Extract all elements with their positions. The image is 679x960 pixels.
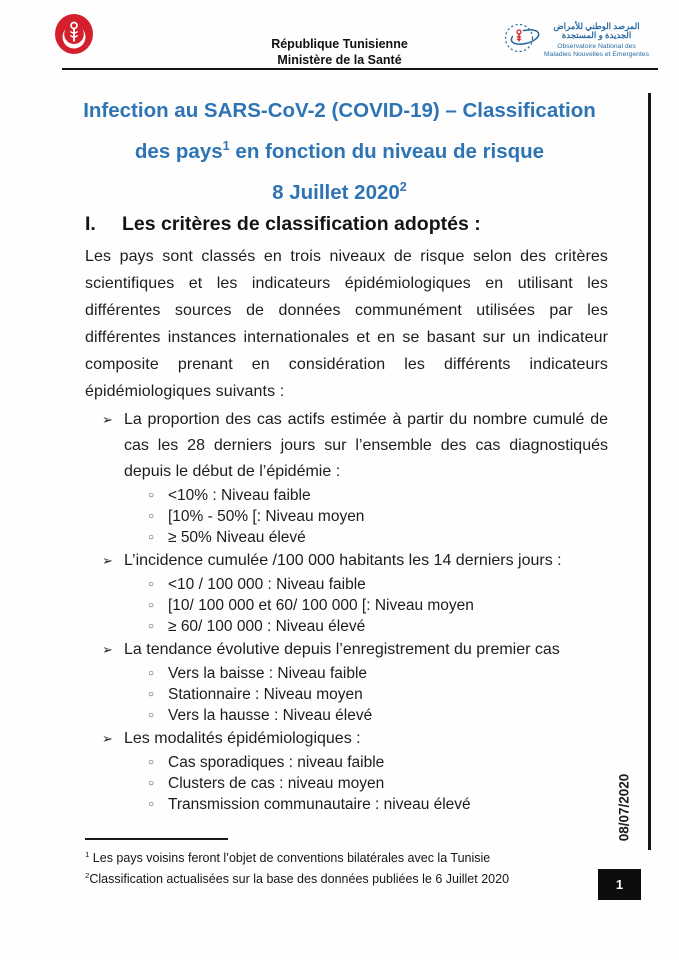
criterion-text: L’incidence cumulée /100 000 habitants les 14 derniers jours :	[124, 552, 562, 569]
footnote-1: $^1$ Les pays voisins feront l’objet de conventions bilatérales avec la Tunisie	[85, 850, 491, 866]
list-subitem	[85, 684, 608, 705]
circle-bullet-icon: ○	[148, 532, 155, 543]
list-subitem	[85, 485, 608, 506]
list-subitem	[85, 595, 608, 616]
circle-bullet-icon: ○	[148, 600, 155, 611]
arrow-bullet-icon: ➢	[102, 553, 113, 568]
title-line2: des pays$^1$ en fonction du niveau de risque	[134, 138, 545, 163]
observatory-latin-line2: Maladies Nouvelles et Emergentes	[544, 50, 650, 58]
footnote-ref-2: 2	[399, 178, 407, 194]
footnote-divider	[85, 838, 228, 840]
observatory-emblem-icon	[500, 18, 542, 62]
criteria-list	[85, 407, 608, 815]
circle-bullet-icon: ○	[148, 689, 155, 700]
observatory-arabic-line2: الجديدة و المستجدة	[561, 30, 632, 41]
footnotes	[85, 846, 605, 888]
criterion-text: La tendance évolutive depuis l’enregistrement du premier cas	[124, 641, 560, 658]
subitem-text: [10% - 50% [: Niveau moyen	[168, 508, 365, 525]
circle-bullet-icon: ○	[148, 710, 155, 721]
circle-bullet-icon: ○	[148, 490, 155, 501]
list-subitem	[85, 527, 608, 548]
republic-line: République Tunisienne	[271, 37, 408, 51]
observatory-name-block	[544, 22, 649, 58]
circle-bullet-icon: ○	[148, 799, 155, 810]
criterion-text: La proportion des cas actifs estimée à partir du nombre cumulé de cas les 28 derniers jours sur l’ensemble des cas diagnostiqués depuis le début de l’épidémie :	[124, 411, 608, 480]
circle-bullet-icon: ○	[148, 668, 155, 679]
list-item	[85, 726, 608, 752]
vertical-date-stamp: 08/07/2020	[616, 773, 632, 841]
arrow-bullet-icon: ➢	[102, 412, 113, 427]
footnote-2: $^2$Classification actualisées sur la base des données publiées le 6 Juillet 2020	[85, 871, 510, 887]
footnote-ref-1: 1	[222, 138, 230, 153]
list-subitem	[85, 705, 608, 726]
subitem-text: ≥ 50% Niveau élevé	[168, 529, 306, 546]
subitem-text: <10% : Niveau faible	[168, 487, 311, 504]
subitem-text: [10/ 100 000 et 60/ 100 000 [: Niveau moyen	[168, 597, 474, 614]
section-numeral: I.	[85, 213, 96, 235]
subitem-text: ≥ 60/ 100 000 : Niveau élevé	[168, 618, 366, 635]
header-divider	[62, 68, 658, 70]
criterion-text: Les modalités épidémiologiques :	[124, 730, 361, 747]
observatory-logo	[500, 14, 665, 66]
list-subitem	[85, 574, 608, 595]
list-subitem	[85, 794, 608, 815]
arrow-bullet-icon: ➢	[102, 642, 113, 657]
list-item	[85, 548, 608, 574]
ministry-line: Ministère de la Santé	[277, 53, 402, 67]
subitem-text: <10 / 100 000 : Niveau faible	[168, 576, 366, 593]
subitem-text: Stationnaire : Niveau moyen	[168, 686, 363, 703]
subitem-text: Transmission communautaire : niveau élevé	[168, 796, 471, 813]
list-subitem	[85, 773, 608, 794]
arrow-bullet-icon: ➢	[102, 731, 113, 746]
circle-bullet-icon: ○	[148, 621, 155, 632]
circle-bullet-icon: ○	[148, 757, 155, 768]
title-line3: 8 Juillet 2020$^2$	[272, 178, 407, 204]
list-item	[85, 407, 608, 485]
circle-bullet-icon: ○	[148, 778, 155, 789]
circle-bullet-icon: ○	[148, 579, 155, 590]
section-heading	[85, 213, 625, 236]
observatory-arabic-line1: المرصد الوطني للأمراض	[553, 20, 640, 31]
section-heading-text: Les critères de classification adoptés :	[122, 213, 481, 235]
subitem-text: Vers la baisse : Niveau faible	[168, 665, 368, 682]
page-number-badge: 1	[598, 869, 641, 900]
intro-paragraph: Les pays sont classés en trois niveaux de risque selon des critères scientifiques et les indicateurs épidémiologiques en utilisant les différentes sources de données communément utilisées par les différentes instances internationales et en se basant sur un indicateur composite prenant en considération les différents indicateurs épidémiologiques suivants :	[85, 248, 608, 400]
circle-bullet-icon: ○	[148, 511, 155, 522]
body-column	[85, 243, 608, 815]
document-title	[0, 93, 679, 210]
observatory-latin-line1: Observatoire National des	[557, 42, 636, 50]
subitem-text: Clusters de cas : niveau moyen	[168, 775, 385, 792]
list-subitem	[85, 752, 608, 773]
list-item	[85, 637, 608, 663]
title-line1: Infection au SARS-CoV-2 (COVID-19) – Classification	[83, 99, 596, 122]
list-subitem	[85, 506, 608, 527]
list-subitem	[85, 663, 608, 684]
subitem-text: Cas sporadiques : niveau faible	[168, 754, 385, 771]
list-subitem	[85, 616, 608, 637]
subitem-text: Vers la hausse : Niveau élevé	[168, 707, 373, 724]
